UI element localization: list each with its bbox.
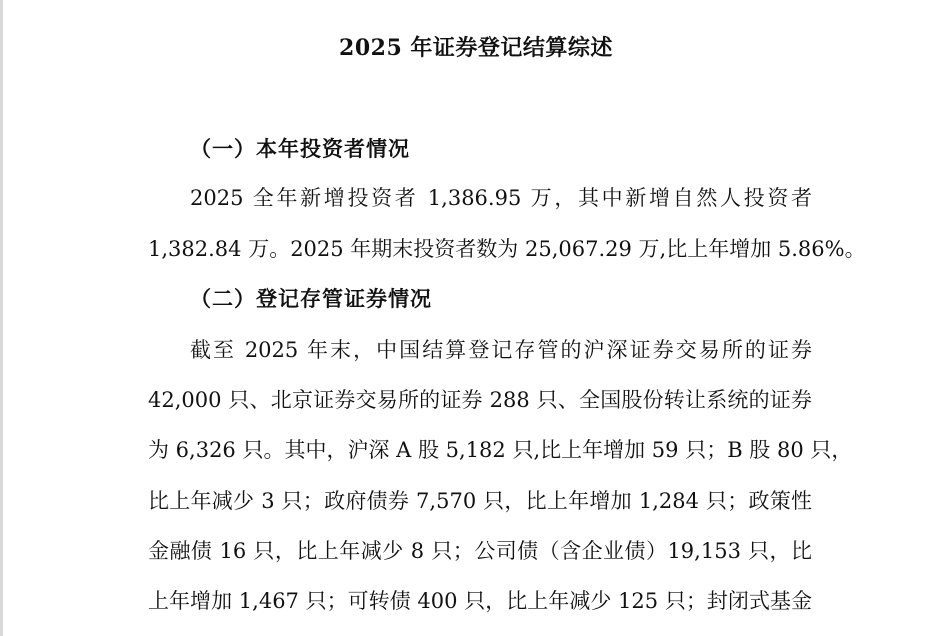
- section-heading-investors: （一）本年投资者情况: [190, 136, 410, 161]
- paragraph-line: 截至 2025 年末，中国结算登记存管的沪深证券交易所的证券: [190, 338, 812, 362]
- paragraph-line: 1,382.84 万。2025 年期末投资者数为 25,067.29 万,比上年增加 5.86%。: [148, 237, 866, 261]
- paragraph-line: 金融债 16 只，比上年减少 8 只；公司债（含企业债）19,153 只，比: [148, 539, 812, 563]
- paragraph-line: 比上年减少 3 只；政府债券 7,570 只，比上年增加 1,284 只；政策性: [148, 489, 812, 513]
- paragraph-line: 42,000 只、北京证券交易所的证券 288 只、全国股份转让系统的证券: [148, 388, 812, 412]
- section-heading-securities: （二）登记存管证券情况: [190, 286, 432, 311]
- paragraph-line: 上年增加 1,467 只；可转债 400 只，比上年减少 125 只；封闭式基金: [148, 589, 812, 613]
- document-title: 2025 年证券登记结算综述: [339, 35, 613, 61]
- paragraph-line: 2025 全年新增投资者 1,386.95 万，其中新增自然人投资者: [190, 186, 812, 210]
- paragraph-line: 为 6,326 只。其中，沪深 A 股 5,182 只,比上年增加 59 只；B 股 80 只，: [148, 438, 853, 462]
